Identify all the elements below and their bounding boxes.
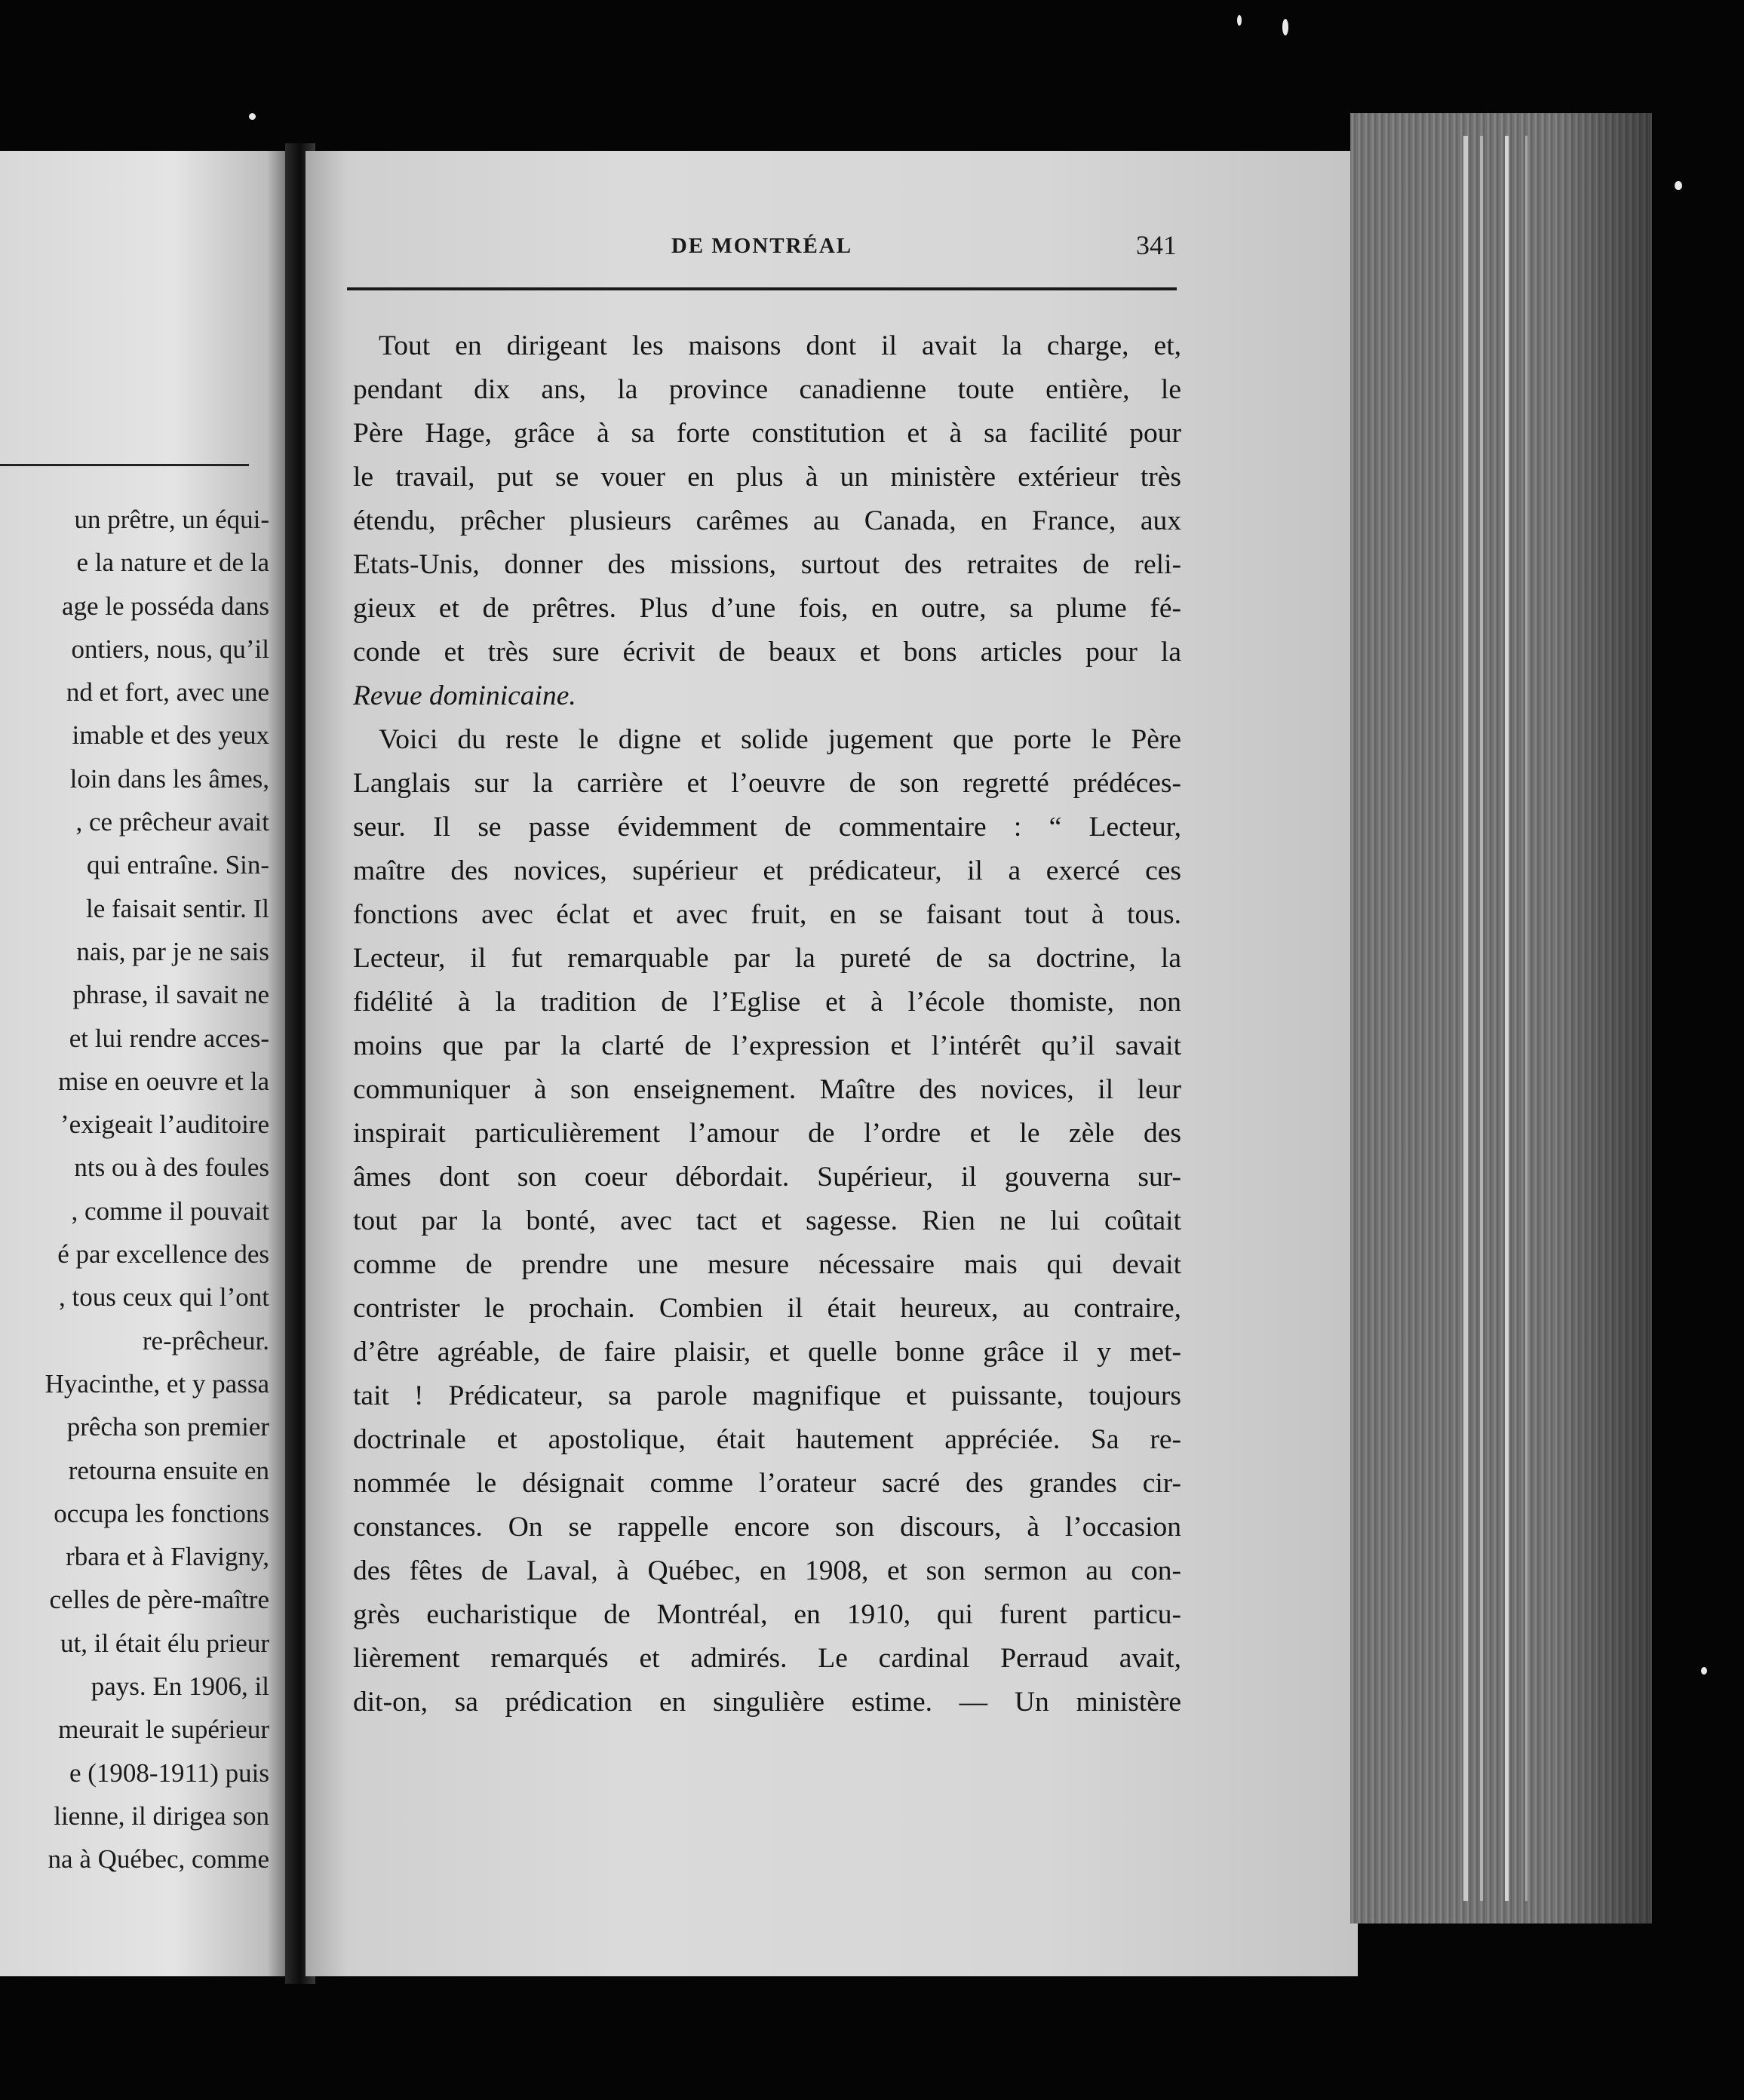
text-line: fonctions avec éclat et avec fruit, en se faisant tout à tous. xyxy=(353,899,1181,930)
text-line: nts ou à des foules xyxy=(74,1153,269,1183)
dust-speck xyxy=(249,113,256,120)
text-line: nommée le désignait comme l’orateur sacré des grandes cir- xyxy=(353,1468,1181,1499)
text-line: re-prêcheur. xyxy=(142,1325,269,1355)
text-line: moins que par la clarté de l’expression et l’intérêt qu’il savait xyxy=(353,1030,1181,1061)
text-line: Lecteur, il fut remarquable par la pureté de sa doctrine, la xyxy=(353,943,1181,974)
text-line: meurait le supérieur xyxy=(58,1715,269,1745)
text-line: fidélité à la tradition de l’Eglise et à l’école thomiste, non xyxy=(353,987,1181,1018)
running-title: DE MONTRÉAL xyxy=(671,234,853,258)
text-line: Hyacinthe, et y passa xyxy=(45,1368,269,1398)
text-line: grès eucharistique de Montréal, en 1910, qui furent particu- xyxy=(353,1599,1181,1630)
text-line: dit-on, sa prédication en singulière estime. — Un ministère xyxy=(353,1687,1181,1718)
text-line: le travail, put se vouer en plus à un ministère extérieur très xyxy=(353,462,1181,493)
text-line: ut, il était élu prieur xyxy=(60,1628,269,1658)
text-line: nais, par je ne sais xyxy=(76,936,269,966)
text-line: seur. Il se passe évidemment de commentaire : “ Lecteur, xyxy=(353,812,1181,843)
page-number: 341 xyxy=(1136,230,1177,260)
text-line: contrister le prochain. Combien il était heureux, au contraire, xyxy=(353,1293,1181,1324)
page-edges xyxy=(1350,113,1652,1923)
text-line: tout par la bonté, avec tact et sagesse. Rien ne lui coûtait xyxy=(353,1205,1181,1236)
text-line: lièrement remarqués et admirés. Le cardinal Perraud avait, xyxy=(353,1643,1181,1674)
text-line: comme de prendre une mesure nécessaire mais qui devait xyxy=(353,1249,1181,1280)
text-line: ontiers, nous, qu’il xyxy=(71,634,269,664)
text-line: âmes dont son coeur débordait. Supérieur, il gouverna sur- xyxy=(353,1162,1181,1193)
text-line: lienne, il dirigea son xyxy=(54,1801,269,1831)
text-line: Voici du reste le digne et solide jugement que porte le Père xyxy=(379,724,1181,755)
text-line: maître des novices, supérieur et prédicateur, il a exercé ces xyxy=(353,855,1181,886)
text-line: , ce prêcheur avait xyxy=(75,807,269,837)
text-line: gieux et de prêtres. Plus d’une fois, en outre, sa plume fé- xyxy=(353,593,1181,624)
text-line: le faisait sentir. Il xyxy=(86,893,269,923)
text-line: phrase, il savait ne xyxy=(72,980,269,1010)
text-line: , comme il pouvait xyxy=(71,1196,269,1226)
text-line: tait ! Prédicateur, sa parole magnifique et puissante, toujours xyxy=(353,1380,1181,1411)
text-line: d’être agréable, de faire plaisir, et quelle bonne grâce il y met- xyxy=(353,1337,1181,1368)
text-line: ’exigeait l’auditoire xyxy=(60,1110,269,1140)
text-line: étendu, prêcher plusieurs carêmes au Canada, en France, aux xyxy=(353,505,1181,536)
text-line: mise en oeuvre et la xyxy=(58,1066,269,1096)
text-line: inspirait particulièrement l’amour de l’ordre et le zèle des xyxy=(353,1118,1181,1149)
text-line: loin dans les âmes, xyxy=(69,763,269,794)
dust-speck xyxy=(1701,1667,1707,1675)
text-line: é par excellence des xyxy=(57,1239,269,1270)
left-page-head-rule xyxy=(0,464,249,466)
text-line: communiquer à son enseignement. Maître des novices, il leur xyxy=(353,1074,1181,1105)
text-line: Etats-Unis, donner des missions, surtout des retraites de reli- xyxy=(353,549,1181,580)
left-page-text xyxy=(0,498,269,1881)
running-head xyxy=(347,226,1177,272)
text-line: et lui rendre acces- xyxy=(69,1023,269,1053)
text-line: imable et des yeux xyxy=(72,720,269,751)
text-line: conde et très sure écrivit de beaux et bons articles pour la xyxy=(353,637,1181,668)
text-line: un prêtre, un équi- xyxy=(74,505,269,534)
text-line: pendant dix ans, la province canadienne toute entière, le xyxy=(353,374,1181,405)
head-rule xyxy=(347,287,1177,290)
text-line: Père Hage, grâce à sa forte constitution et à sa facilité pour xyxy=(353,418,1181,449)
text-line: Langlais sur la carrière et l’oeuvre de son regretté prédéces- xyxy=(353,768,1181,799)
text-line: prêcha son premier xyxy=(66,1412,269,1442)
text-line: pays. En 1906, il xyxy=(91,1672,269,1702)
text-line: rbara et à Flavigny, xyxy=(66,1542,269,1572)
text-line: des fêtes de Laval, à Québec, en 1908, et son sermon au con- xyxy=(353,1555,1181,1586)
text-line: na à Québec, comme xyxy=(48,1844,269,1874)
text-line: retourna ensuite en xyxy=(68,1455,269,1485)
text-line: e (1908-1911) puis xyxy=(69,1758,269,1788)
text-line: Revue dominicaine. xyxy=(353,680,576,711)
text-line: nd et fort, avec une xyxy=(66,677,269,708)
text-line: qui entraîne. Sin- xyxy=(86,850,269,880)
text-line: occupa les fonctions xyxy=(54,1498,269,1528)
text-line: constances. On se rappelle encore son discours, à l’occasion xyxy=(353,1512,1181,1543)
dust-speck xyxy=(1237,15,1242,26)
left-page xyxy=(0,151,290,1976)
dust-speck xyxy=(1282,19,1288,35)
text-line: doctrinale et apostolique, était hautement appréciée. Sa re- xyxy=(353,1424,1181,1455)
text-line: e la nature et de la xyxy=(76,548,269,578)
text-line: Tout en dirigeant les maisons dont il avait la charge, et, xyxy=(379,330,1181,361)
text-line: , tous ceux qui l’ont xyxy=(59,1282,269,1312)
right-page-text xyxy=(353,324,1181,1724)
text-line: age le posséda dans xyxy=(61,591,269,621)
dust-speck xyxy=(1675,181,1682,190)
text-line: celles de père-maître xyxy=(49,1585,269,1615)
